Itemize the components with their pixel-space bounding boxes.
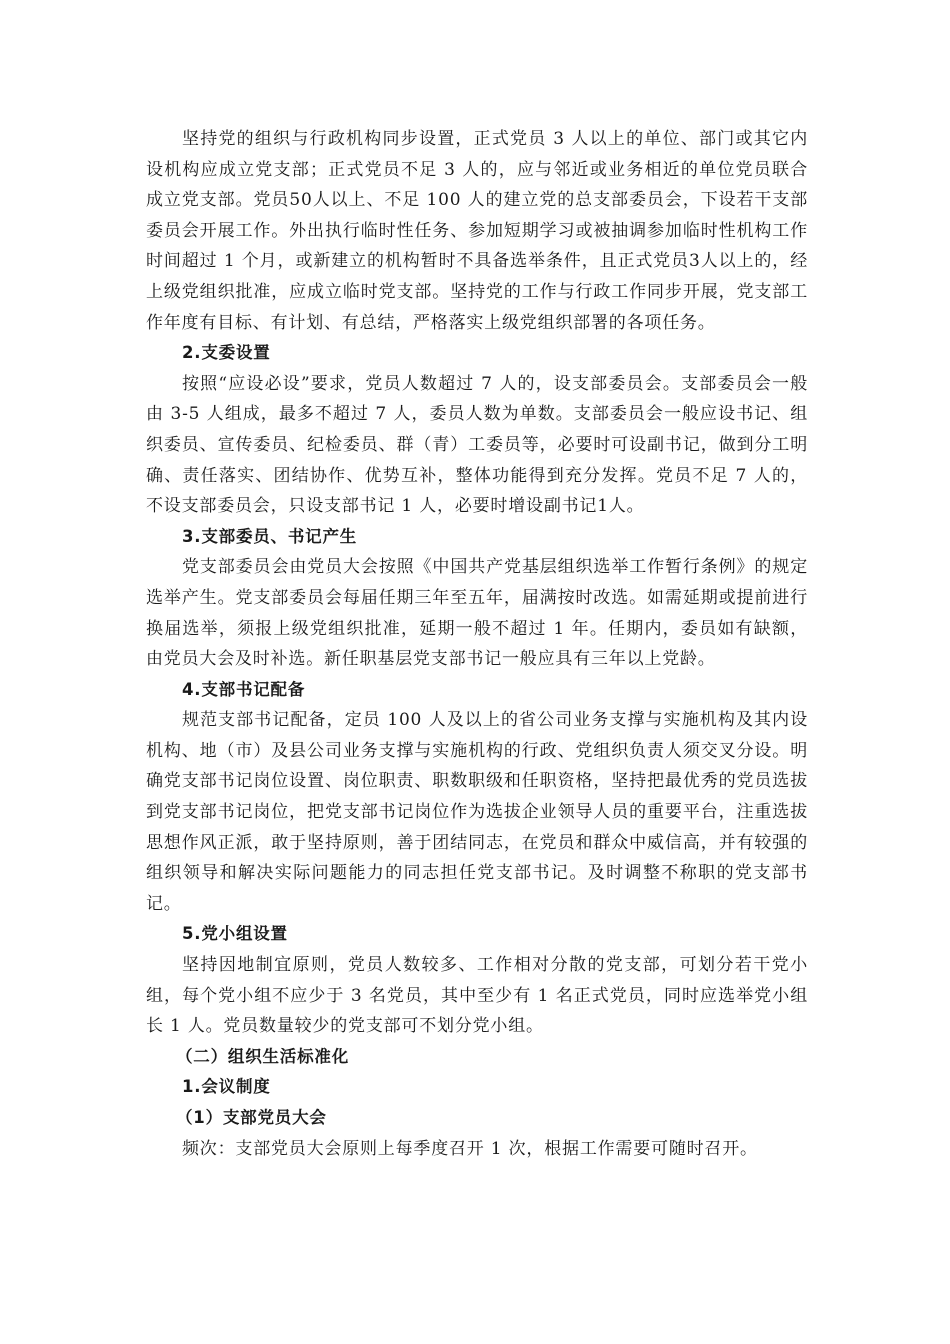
heading-standardization: （二）组织生活标准化 (176, 1046, 349, 1066)
document-page (146, 124, 808, 1164)
heading-party-group-setup: 5.党小组设置 (182, 924, 288, 944)
heading-secretary-staffing: 4.支部书记配备 (182, 679, 306, 699)
paragraph-party-group-setup: 坚持因地制宜原则，党员人数较多、工作相对分散的党支部，可划分若干党小组，每个党小组不应少于 3 名党员，其中至少有 1 名正式党员，同时应选举党小组长 1 人。党员数量较少的党支部可不划分党小组。 (146, 955, 808, 1037)
heading-committee-election: 3.支部委员、书记产生 (182, 526, 358, 546)
heading-member-assembly: （1）支部党员大会 (176, 1108, 327, 1127)
paragraph-frequency: 频次：支部党员大会原则上每季度召开 1 次，根据工作需要可随时召开。 (182, 1138, 758, 1159)
paragraph-committee-election: 党支部委员会由党员大会按照《中国共产党基层组织选举工作暂行条例》的规定选举产生。党支部委员会每届任期三年至五年，届满按时改选。如需延期或提前进行换届选举，须报上级党组织批准，延期一般不超过 1 年。任期内，委员如有缺额，由党员大会及时补选。新任职基层党支部书记一般应具有三年以上党龄。 (146, 557, 808, 670)
paragraph-committee-setup: 按照“应设必设”要求，党员人数超过 7 人的，设支部委员会。支部委员会一般由 3-5 人组成，最多不超过 7 人，委员人数为单数。支部委员会一般应设书记、组织委员、宣传委员、纪检委员、群（青）工委员等，必要时可设副书记，做到分工明确、责任落实、团结协作、优势互补，整体功能得到充分发挥。党员不足 7 人的，不设支部委员会，只设支部书记 1 人，必要时增设副书记1人。 (146, 373, 808, 517)
paragraph-secretary-staffing: 规范支部书记配备，定员 100 人及以上的省公司业务支撑与实施机构及其内设机构、地（市）及县公司业务支撑与实施机构的行政、党组织负责人须交叉分设。明确党支部书记岗位设置、岗位职责、职数职级和任职资格，坚持把最优秀的党员选拔到党支部书记岗位，把党支部书记岗位作为选拔企业领导人员的重要平台，注重选拔思想作风正派，敢于坚持原则，善于团结同志，在党员和群众中威信高，并有较强的组织领导和解决实际问题能力的同志担任党支部书记。及时调整不称职的党支部书记。 (146, 710, 808, 914)
heading-meeting-system: 1.会议制度 (182, 1077, 271, 1097)
paragraph-branch-setup: 坚持党的组织与行政机构同步设置，正式党员 3 人以上的单位、部门或其它内设机构应成立党支部；正式党员不足 3 人的，应与邻近或业务相近的单位党员联合成立党支部。党员50人以上、不足 100 人的建立党的总支部委员会，下设若干支部委员会开展工作。外出执行临时性任务、参加短期学习或被抽调参加临时性机构工作时间超过 1 个月，或新建立的机构暂时不具备选举条件，且正式党员3人以上的，经上级党组织批准，应成立临时党支部。坚持党的工作与行政工作同步开展，党支部工作年度有目标、有计划、有总结，严格落实上级党组织部署的各项任务。 (146, 129, 808, 333)
heading-committee-setup: 2.支委设置 (182, 343, 271, 363)
